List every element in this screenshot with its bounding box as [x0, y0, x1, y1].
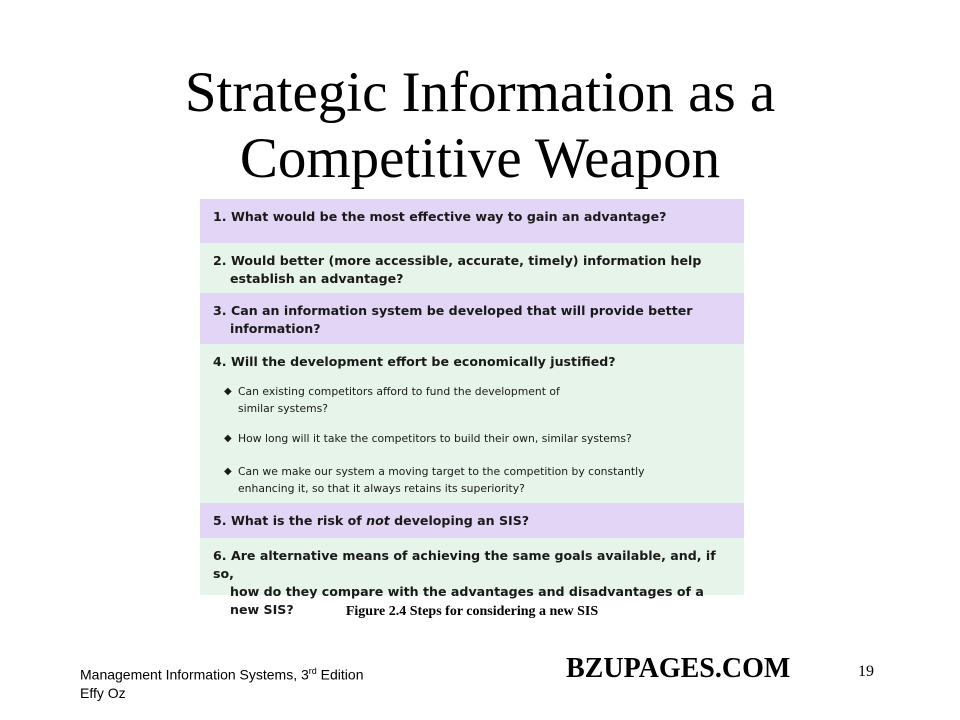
step-6-text: 6. Are alternative means of achieving the same goals available, and, if so, — [213, 548, 716, 581]
title-line-2: Competitive Weapon — [239, 127, 721, 190]
step-4-bullet-1: ◆ Can existing competitors afford to fund the development of similar systems? — [224, 385, 560, 415]
step-4-text: 4. Will the development effort be economically justified? — [213, 354, 616, 369]
step-3 — [200, 293, 744, 344]
figure-caption: Figure 2.4 Steps for considering a new SIS — [345, 604, 599, 619]
diamond-bullet-icon: ◆ — [224, 386, 232, 397]
step-2-text-cont: establish an advantage? — [230, 271, 404, 286]
step-4 — [200, 344, 744, 503]
page-number: 19 — [858, 663, 874, 680]
step-6-text-cont: how do they compare with the advantages and disadvantages of a new SIS? — [230, 584, 704, 617]
footer-book-title: Management Information Systems, 3rd Edition — [80, 666, 364, 683]
step-4-bullet-2: ◆ How long will it take the competitors to build their own, similar systems? — [224, 432, 632, 445]
brand-watermark: BZUPAGES.COM — [566, 653, 791, 684]
step-2 — [200, 243, 744, 293]
step-1 — [200, 199, 744, 243]
diamond-bullet-icon: ◆ — [224, 466, 232, 477]
step-4-bullet-3: ◆ Can we make our system a moving target to the competition by constantly enhancing it, so that it always retains its superiority? — [224, 465, 645, 495]
step-5 — [200, 503, 744, 538]
step-1-text: 1. What would be the most effective way to gain an advantage? — [213, 209, 667, 224]
diamond-bullet-icon: ◆ — [224, 433, 232, 444]
slide-title — [80, 60, 880, 192]
footer-book-info — [80, 662, 364, 702]
step-2-text: 2. Would better (more accessible, accurate, timely) information help — [213, 253, 702, 268]
footer-author: Effy Oz — [80, 684, 126, 701]
step-3-text: 3. Can an information system be developed that will provide better — [213, 303, 693, 318]
step-3-text-cont: information? — [230, 321, 321, 336]
title-line-1: Strategic Information as a — [184, 61, 776, 124]
step-5-text: 5. What is the risk of not developing an SIS? — [213, 513, 530, 528]
